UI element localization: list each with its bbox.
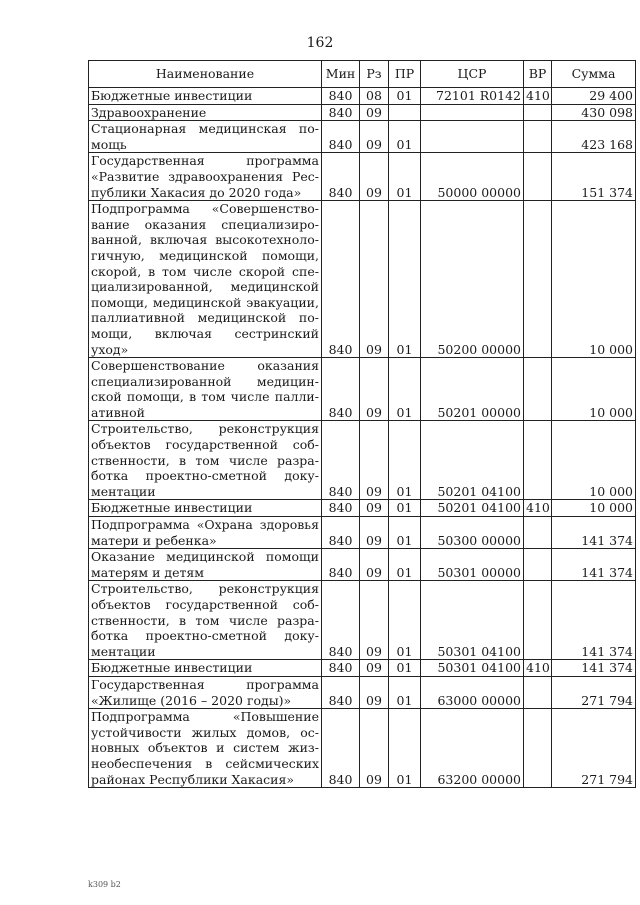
- row-vr: [524, 153, 552, 201]
- row-vr: [524, 676, 552, 708]
- row-name: Стационарная медицинская помощь: [89, 121, 322, 153]
- row-vr: [524, 121, 552, 153]
- row-pr: 01: [389, 709, 421, 788]
- row-sum: 423 168: [552, 121, 636, 153]
- row-pr: 01: [389, 201, 421, 358]
- row-min: 840: [322, 660, 360, 677]
- row-name: Оказание медицинской помощи матерям и детям: [89, 549, 322, 581]
- column-header-sum: Сумма: [552, 61, 636, 88]
- table-row: [89, 517, 636, 549]
- row-csr: 72101 R0142: [421, 88, 524, 105]
- row-csr: 63000 00000: [421, 676, 524, 708]
- row-min: 840: [322, 88, 360, 105]
- row-csr: 50000 00000: [421, 153, 524, 201]
- row-min: 840: [322, 709, 360, 788]
- row-pr: 01: [389, 500, 421, 517]
- row-sum: 151 374: [552, 153, 636, 201]
- table-row: [89, 660, 636, 677]
- row-min: 840: [322, 153, 360, 201]
- row-rz: 09: [360, 358, 389, 421]
- row-vr: [524, 104, 552, 121]
- row-pr: 01: [389, 153, 421, 201]
- page-number: 162: [306, 35, 334, 51]
- row-csr: 50201 00000: [421, 358, 524, 421]
- column-header-vr: ВР: [524, 61, 552, 88]
- row-rz: 09: [360, 517, 389, 549]
- row-rz: 09: [360, 709, 389, 788]
- row-sum: 430 098: [552, 104, 636, 121]
- row-min: 840: [322, 104, 360, 121]
- table-row: [89, 153, 636, 201]
- row-rz: 09: [360, 676, 389, 708]
- row-pr: [389, 104, 421, 121]
- row-min: 840: [322, 121, 360, 153]
- row-min: 840: [322, 549, 360, 581]
- row-pr: 01: [389, 549, 421, 581]
- row-name: Государственная программа «Развитие здравоохранения Республики Хакасия до 2020 года»: [89, 153, 322, 201]
- row-vr: [524, 709, 552, 788]
- row-min: 840: [322, 358, 360, 421]
- row-pr: 01: [389, 358, 421, 421]
- row-rz: 08: [360, 88, 389, 105]
- row-csr: 50301 04100: [421, 660, 524, 677]
- row-csr: [421, 104, 524, 121]
- row-min: 840: [322, 201, 360, 358]
- table-row: [89, 709, 636, 788]
- column-header-csr: ЦСР: [421, 61, 524, 88]
- row-vr: [524, 517, 552, 549]
- row-csr: 50201 04100: [421, 421, 524, 500]
- table-row: [89, 500, 636, 517]
- row-vr: [524, 201, 552, 358]
- row-name: Государственная программа «Жилище (2016 – 2020 годы)»: [89, 676, 322, 708]
- row-min: 840: [322, 676, 360, 708]
- row-rz: 09: [360, 581, 389, 660]
- row-min: 840: [322, 421, 360, 500]
- row-vr: [524, 421, 552, 500]
- footer-code: k309 b2: [88, 880, 121, 889]
- row-rz: 09: [360, 153, 389, 201]
- row-min: 840: [322, 517, 360, 549]
- table-row: [89, 104, 636, 121]
- row-name: Бюджетные инвестиции: [89, 500, 322, 517]
- row-name: Строительство, реконструкция объектов государственной собственности, в том числе разработка проектно-сметной документации: [89, 581, 322, 660]
- row-name: Совершенствование оказания специализированной медицинской помощи, в том числе паллиативной: [89, 358, 322, 421]
- row-rz: 09: [360, 500, 389, 517]
- row-csr: 63200 00000: [421, 709, 524, 788]
- row-pr: 01: [389, 121, 421, 153]
- table-row: [89, 581, 636, 660]
- row-sum: 271 794: [552, 709, 636, 788]
- column-header-rz: Рз: [360, 61, 389, 88]
- row-sum: 10 000: [552, 421, 636, 500]
- row-pr: 01: [389, 88, 421, 105]
- budget-table: [88, 60, 636, 788]
- row-vr: [524, 358, 552, 421]
- table-row: [89, 421, 636, 500]
- row-vr: 410: [524, 660, 552, 677]
- row-vr: [524, 549, 552, 581]
- row-csr: 50301 00000: [421, 549, 524, 581]
- row-min: 840: [322, 581, 360, 660]
- row-pr: 01: [389, 581, 421, 660]
- row-pr: 01: [389, 517, 421, 549]
- row-pr: 01: [389, 676, 421, 708]
- column-header-name: Наименование: [89, 61, 322, 88]
- row-rz: 09: [360, 104, 389, 121]
- row-vr: 410: [524, 500, 552, 517]
- row-pr: 01: [389, 421, 421, 500]
- row-rz: 09: [360, 201, 389, 358]
- row-min: 840: [322, 500, 360, 517]
- row-sum: 141 374: [552, 581, 636, 660]
- row-rz: 09: [360, 121, 389, 153]
- row-sum: 141 374: [552, 517, 636, 549]
- column-header-pr: ПР: [389, 61, 421, 88]
- row-pr: 01: [389, 660, 421, 677]
- row-name: Здравоохранение: [89, 104, 322, 121]
- row-name: Подпрограмма «Повышение устойчивости жилых домов, основных объектов и систем жизнеобеспечения в сейсмических районах Республики Хакасия»: [89, 709, 322, 788]
- row-sum: 141 374: [552, 549, 636, 581]
- row-sum: 10 000: [552, 358, 636, 421]
- table-row: [89, 676, 636, 708]
- row-sum: 29 400: [552, 88, 636, 105]
- table-row: [89, 121, 636, 153]
- row-rz: 09: [360, 549, 389, 581]
- table-row: [89, 88, 636, 105]
- row-name: Бюджетные инвестиции: [89, 88, 322, 105]
- row-csr: 50301 04100: [421, 581, 524, 660]
- row-sum: 271 794: [552, 676, 636, 708]
- row-csr: 50201 04100: [421, 500, 524, 517]
- table-header-row: [89, 61, 636, 88]
- row-name: Бюджетные инвестиции: [89, 660, 322, 677]
- row-vr: 410: [524, 88, 552, 105]
- table-row: [89, 358, 636, 421]
- row-name: Строительство, реконструкция объектов государственной собственности, в том числе разработка проектно-сметной документации: [89, 421, 322, 500]
- row-csr: [421, 121, 524, 153]
- row-rz: 09: [360, 421, 389, 500]
- row-csr: 50200 00000: [421, 201, 524, 358]
- row-sum: 10 000: [552, 500, 636, 517]
- column-header-min: Мин: [322, 61, 360, 88]
- row-sum: 10 000: [552, 201, 636, 358]
- row-name: Подпрограмма «Охрана здоровья матери и ребенка»: [89, 517, 322, 549]
- row-vr: [524, 581, 552, 660]
- row-sum: 141 374: [552, 660, 636, 677]
- row-name: Подпрограмма «Совершенствование оказания специализированной, включая высокотехнологичную, медицинской помощи, скорой, в том числе скорой специализированной, медицинской помощи, медицинской эвакуации, паллиативной медицинской помощи, включая сестринский уход»: [89, 201, 322, 358]
- row-rz: 09: [360, 660, 389, 677]
- table-row: [89, 201, 636, 358]
- table-row: [89, 549, 636, 581]
- row-csr: 50300 00000: [421, 517, 524, 549]
